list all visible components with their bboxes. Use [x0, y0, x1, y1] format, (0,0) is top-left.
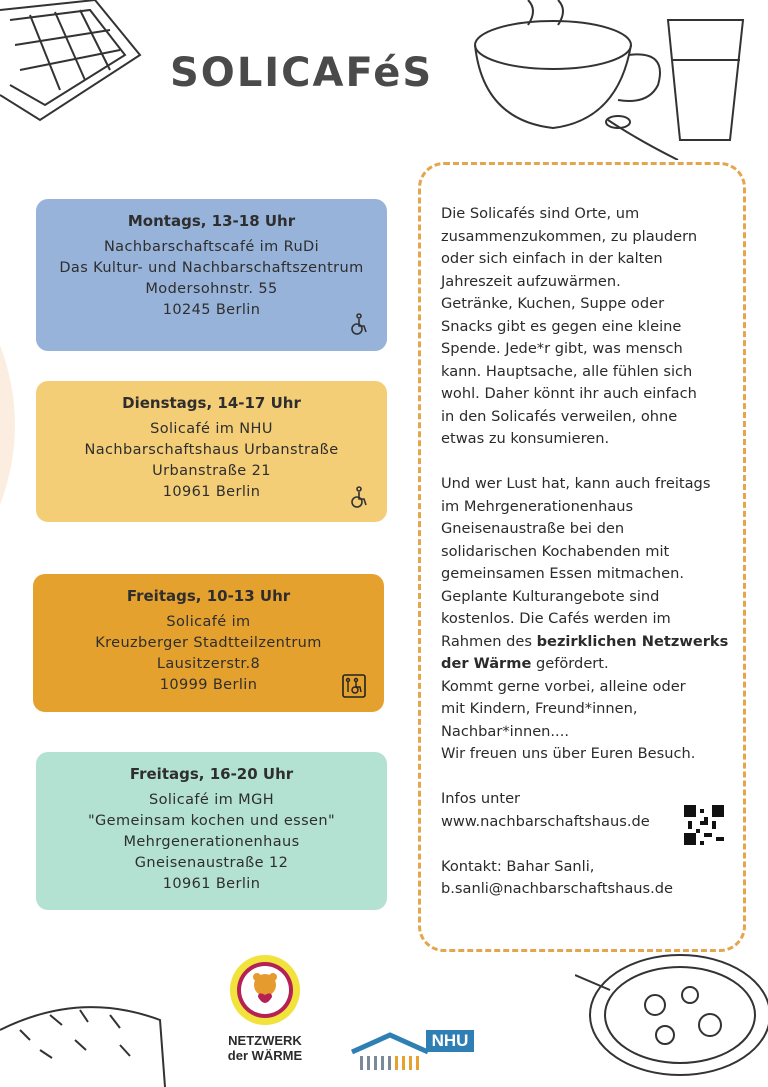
- schedule-card-friday-morning: [33, 574, 384, 712]
- info-line: zusammenzukommen, zu plaudern: [441, 227, 698, 245]
- contact-label: Kontakt: Bahar Sanli,: [441, 857, 595, 875]
- info-line: etwas zu konsumieren.: [441, 430, 610, 447]
- card-line: Urbanstraße 21: [152, 463, 271, 479]
- website-link[interactable]: www.nachbarschaftshaus.de: [441, 812, 650, 830]
- card-heading: Freitags, 16-20 Uhr: [129, 765, 294, 783]
- card-line: 10245 Berlin: [162, 302, 261, 318]
- wheelchair-icon: [349, 486, 369, 508]
- card-line: Solicafé im: [166, 614, 251, 630]
- card-line: Kreuzberger Stadtteilzentrum: [95, 635, 322, 651]
- info-bold-text: der Wärme: [441, 655, 532, 672]
- cake-illustration: [0, 990, 170, 1087]
- info-line: Getränke, Kuchen, Suppe oder: [441, 295, 665, 312]
- info-line: mit Kindern, Freund*innen,: [441, 700, 638, 717]
- soup-pot-illustration: [575, 935, 768, 1087]
- schedule-card-monday: [36, 199, 387, 351]
- info-text-span: gefördert.: [531, 655, 609, 672]
- info-text: [441, 203, 741, 901]
- netzwerk-der-waerme-logo: [228, 953, 302, 1027]
- info-line: im Mehrgenerationenhaus: [441, 497, 634, 515]
- netzwerk-logo-text: [215, 1033, 315, 1063]
- card-line: Nachbarschaftshaus Urbanstraße: [84, 442, 339, 458]
- info-bold-text: bezirklichen Netzwerks: [536, 632, 729, 650]
- info-line: in den Solicafés verweilen, ohne: [441, 407, 678, 425]
- schedule-card-friday-evening: [36, 752, 387, 910]
- info-line: Wir freuen uns über Euren Besuch.: [441, 745, 696, 762]
- info-line: Jahreszeit aufzuwärmen.: [441, 272, 621, 290]
- info-line: [441, 631, 741, 654]
- card-heading: Montags, 13-18 Uhr: [127, 212, 296, 230]
- netzwerk-logo-line2: der WÄRME: [227, 1048, 303, 1063]
- card-heading: Dienstags, 14-17 Uhr: [122, 394, 301, 412]
- card-line: 10999 Berlin: [159, 677, 258, 693]
- nhu-logo-text: NHU: [431, 1031, 469, 1050]
- info-line: Spende. Jede*r gibt, was mensch: [441, 340, 683, 357]
- accessible-toilet-icon: [342, 674, 366, 698]
- coffee-cup-illustration: [468, 0, 768, 160]
- card-line: 10961 Berlin: [162, 876, 261, 892]
- info-line: oder sich einfach in der kalten: [441, 250, 663, 267]
- card-line: Lausitzerstr.8: [156, 656, 261, 672]
- info-line: Snacks gibt es gegen eine kleine: [441, 317, 682, 335]
- card-line: 10961 Berlin: [162, 484, 261, 500]
- decorative-shape: [0, 345, 30, 505]
- qr-code[interactable]: [684, 805, 724, 845]
- info-line: [441, 653, 741, 676]
- info-line: kostenlos. Die Cafés werden im: [441, 610, 671, 627]
- info-line: Die Solicafés sind Orte, um: [441, 205, 640, 222]
- card-line: Nachbarschaftscafé im RuDi: [103, 239, 320, 255]
- info-text-span: Rahmen des: [441, 632, 537, 650]
- waffle-illustration: [0, 0, 150, 125]
- page-title: SOLICAFéS: [170, 50, 434, 96]
- contact-email[interactable]: b.sanli@nachbarschaftshaus.de: [441, 880, 674, 897]
- wheelchair-icon: [349, 313, 369, 335]
- card-line: Solicafé im MGH: [148, 792, 275, 808]
- card-line: "Gemeinsam kochen und essen": [87, 813, 336, 829]
- info-line: Gneisenaustraße bei den: [441, 520, 625, 537]
- info-line: gemeinsamen Essen mitmachen.: [441, 565, 684, 582]
- card-line: Das Kultur- und Nachbarschaftszentrum: [59, 260, 364, 276]
- card-line: Gneisenaustraße 12: [134, 855, 289, 871]
- infos-label: Infos unter: [441, 790, 521, 807]
- info-line: Kommt gerne vorbei, alleine oder: [441, 677, 686, 695]
- netzwerk-logo-line1: NETZWERK: [228, 1033, 302, 1048]
- card-heading: Freitags, 10-13 Uhr: [126, 587, 291, 605]
- info-line: Und wer Lust hat, kann auch freitags: [441, 475, 711, 492]
- info-line: Nachbar*innen....: [441, 722, 569, 740]
- info-line: kann. Hauptsache, alle fühlen sich: [441, 362, 693, 380]
- info-line: solidarischen Kochabenden mit: [441, 542, 670, 560]
- info-line: Geplante Kulturangebote sind: [441, 587, 660, 605]
- card-line: Mehrgenerationenhaus: [123, 834, 300, 850]
- card-line: Modersohnstr. 55: [145, 281, 278, 297]
- card-line: Solicafé im NHU: [150, 421, 273, 437]
- info-line: wohl. Daher könnt ihr auch einfach: [441, 385, 697, 402]
- schedule-card-tuesday: [36, 381, 387, 522]
- nhu-logo: [350, 1030, 475, 1075]
